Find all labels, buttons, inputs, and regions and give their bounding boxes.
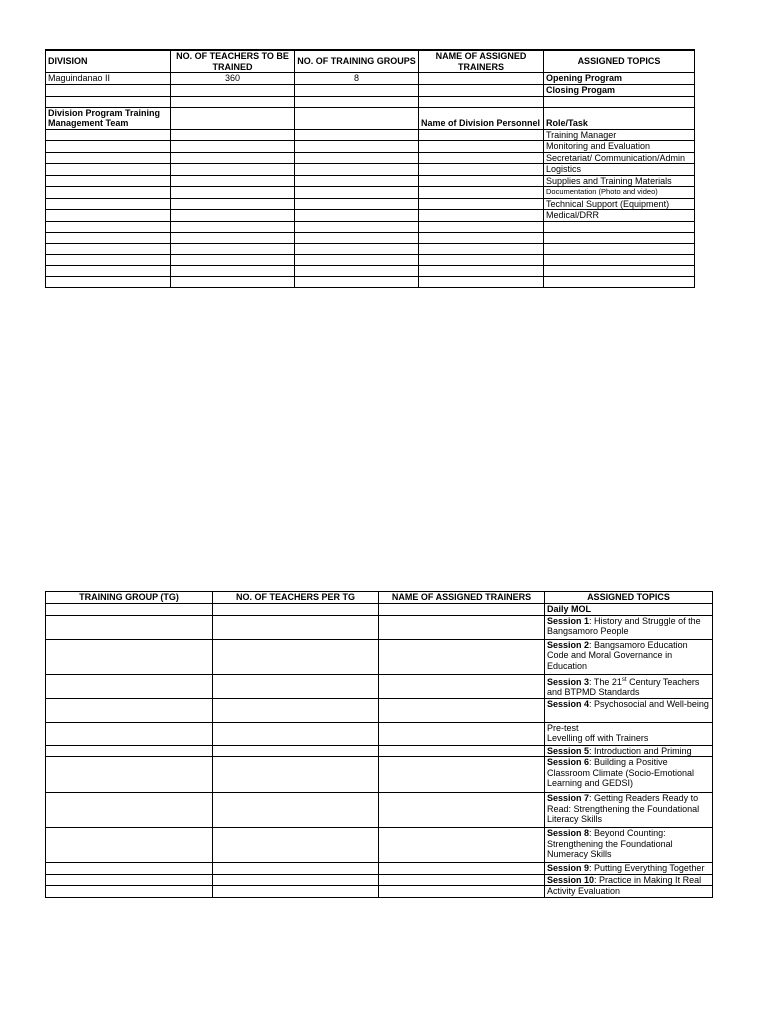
- header-assigned-topics: ASSIGNED TOPICS: [545, 592, 713, 604]
- personnel-label: Name of Division Personnel: [419, 107, 544, 129]
- opening-topic: Opening Program: [544, 73, 695, 85]
- header-teachers-per-tg: NO. OF TEACHERS PER TG: [213, 592, 379, 604]
- topic-cell: Session 2: Bangsamoro Education Code and Moral Governance in Education: [545, 639, 713, 674]
- mgmt-team-label: Division Program Training Management Team: [46, 107, 171, 129]
- header-division: DIVISION: [46, 50, 171, 73]
- topic-cell: Session 3: The 21st Century Teachers and BTPMD Standards: [545, 674, 713, 698]
- role-item: Supplies and Training Materials: [544, 175, 695, 187]
- topic-cell: Session 10: Practice in Making It Real: [545, 874, 713, 886]
- topic-cell: Session 6: Building a Positive Classroom Climate (Socio-Emotional Learning and GEDSI): [545, 757, 713, 793]
- topic-cell: Pre-test Levelling off with Trainers: [545, 722, 713, 745]
- training-group-table: [45, 591, 713, 898]
- role-item: Medical/DRR: [544, 210, 695, 222]
- role-item: Monitoring and Evaluation: [544, 141, 695, 153]
- division-value: Maguindanao II: [46, 73, 171, 85]
- header-trainers: NAME OF ASSIGNED TRAINERS: [419, 50, 544, 73]
- role-item: Documentation (Photo and video): [544, 187, 695, 199]
- division-table: [45, 49, 695, 288]
- groups-value: 8: [295, 73, 419, 85]
- role-item: Logistics: [544, 164, 695, 176]
- role-item: Training Manager: [544, 129, 695, 141]
- header-assigned-trainers: NAME OF ASSIGNED TRAINERS: [379, 592, 545, 604]
- trainers-value: [419, 73, 544, 85]
- topic-cell: Session 1: History and Struggle of the Bangsamoro People: [545, 615, 713, 639]
- role-item: Technical Support (Equipment): [544, 198, 695, 210]
- closing-topic: Closing Progam: [544, 85, 695, 97]
- topic-cell: Session 8: Beyond Counting: Strengthening the Foundational Numeracy Skills: [545, 828, 713, 863]
- topic-cell: Session 4: Psychosocial and Well-being: [545, 698, 713, 722]
- role-label: Role/Task: [544, 107, 695, 129]
- teachers-value: 360: [171, 73, 295, 85]
- topic-cell: Activity Evaluation: [545, 886, 713, 898]
- header-topics: ASSIGNED TOPICS: [544, 50, 695, 73]
- header-teachers: NO. OF TEACHERS TO BE TRAINED: [171, 50, 295, 73]
- topic-cell: Daily MOL: [545, 604, 713, 616]
- role-item: Secretariat/ Communication/Admin: [544, 152, 695, 164]
- topic-cell: Session 9: Putting Everything Together: [545, 863, 713, 875]
- topic-cell: Session 5: Introduction and Priming: [545, 745, 713, 757]
- header-training-group: TRAINING GROUP (TG): [46, 592, 213, 604]
- header-groups: NO. OF TRAINING GROUPS: [295, 50, 419, 73]
- topic-cell: Session 7: Getting Readers Ready to Read: Strengthening the Foundational Literacy Skills: [545, 793, 713, 828]
- session3-text: : The 21st Century Teachers and BTPMD Standards: [547, 676, 700, 697]
